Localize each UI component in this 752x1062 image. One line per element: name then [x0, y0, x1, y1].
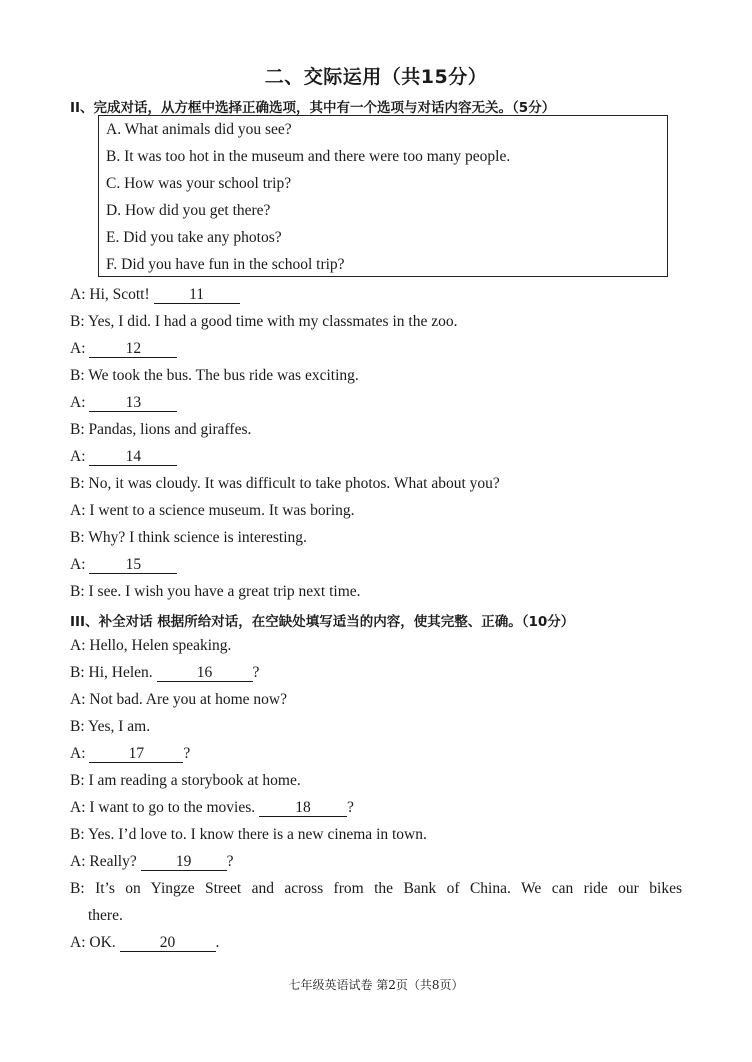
section-2-heading: II、完成对话，从方框中选择正确选项，其中有一个选项与对话内容无关。（5分）: [70, 100, 556, 116]
option-b: B. It was too hot in the museum and there were too many people.: [106, 148, 511, 165]
answer-blank-18[interactable]: 18: [259, 800, 347, 817]
dialog-line: A: OK. 20 .: [70, 934, 220, 951]
option-e: E. Did you take any photos?: [106, 229, 282, 246]
dialog-line: A: Really? 19 ?: [70, 853, 234, 870]
dialog-line: A: 12: [70, 340, 177, 358]
answer-blank-17[interactable]: 17: [89, 746, 183, 763]
dialog-line: A: I want to go to the movies. 18 ?: [70, 799, 354, 816]
dialog-line: B: Pandas, lions and giraffes.: [70, 421, 252, 438]
dialog-line: B: We took the bus. The bus ride was exciting.: [70, 367, 359, 384]
dialog-line: A: Not bad. Are you at home now?: [70, 691, 287, 708]
answer-blank-12[interactable]: 12: [89, 341, 177, 358]
answer-blank-15[interactable]: 15: [89, 557, 177, 574]
page-footer: 七年级英语试卷 第2页（共8页）: [288, 978, 464, 992]
dialog-line: A: I went to a science museum. It was boring.: [70, 502, 355, 519]
dialog-line: A: 17 ?: [70, 745, 191, 762]
option-c: C. How was your school trip?: [106, 175, 292, 192]
dialog-line: A: 15: [70, 556, 177, 574]
dialog-line: B: Yes, I am.: [70, 718, 151, 735]
answer-blank-14[interactable]: 14: [89, 449, 177, 466]
option-d: D. How did you get there?: [106, 202, 271, 219]
dialog-line-continuation: there.: [88, 907, 123, 924]
dialog-line: A: 14: [70, 448, 177, 466]
dialog-line: A: Hello, Helen speaking.: [70, 637, 232, 654]
answer-blank-19[interactable]: 19: [141, 854, 227, 871]
answer-blank-20[interactable]: 20: [120, 935, 216, 952]
dialog-line: B: Yes, I did. I had a good time with my classmates in the zoo.: [70, 313, 458, 330]
dialog-line: A: 13: [70, 394, 177, 412]
section-title: 二、交际运用（共15分）: [264, 66, 488, 88]
dialog-line: B: No, it was cloudy. It was difficult to take photos. What about you?: [70, 475, 500, 492]
answer-blank-11[interactable]: 11: [154, 287, 240, 304]
dialog-line: B: Why? I think science is interesting.: [70, 529, 307, 546]
dialog-line: B: I am reading a storybook at home.: [70, 772, 301, 789]
dialog-line: B: It’s on Yingze Street and across from the Bank of China. We can ride our bikes: [70, 880, 682, 897]
dialog-line: B: Yes. I’d love to. I know there is a new cinema in town.: [70, 826, 427, 843]
option-f: F. Did you have fun in the school trip?: [106, 256, 345, 273]
option-a: A. What animals did you see?: [106, 121, 292, 138]
answer-blank-16[interactable]: 16: [157, 665, 253, 682]
dialog-line: B: I see. I wish you have a great trip next time.: [70, 583, 361, 600]
dialog-line: B: Hi, Helen. 16 ?: [70, 664, 260, 681]
section-3-heading: III、补全对话 根据所给对话，在空缺处填写适当的内容，使其完整、正确。（10分）: [70, 614, 575, 630]
answer-blank-13[interactable]: 13: [89, 395, 177, 412]
dialog-line: A: Hi, Scott! 11: [70, 286, 240, 304]
options-box: [98, 115, 668, 277]
